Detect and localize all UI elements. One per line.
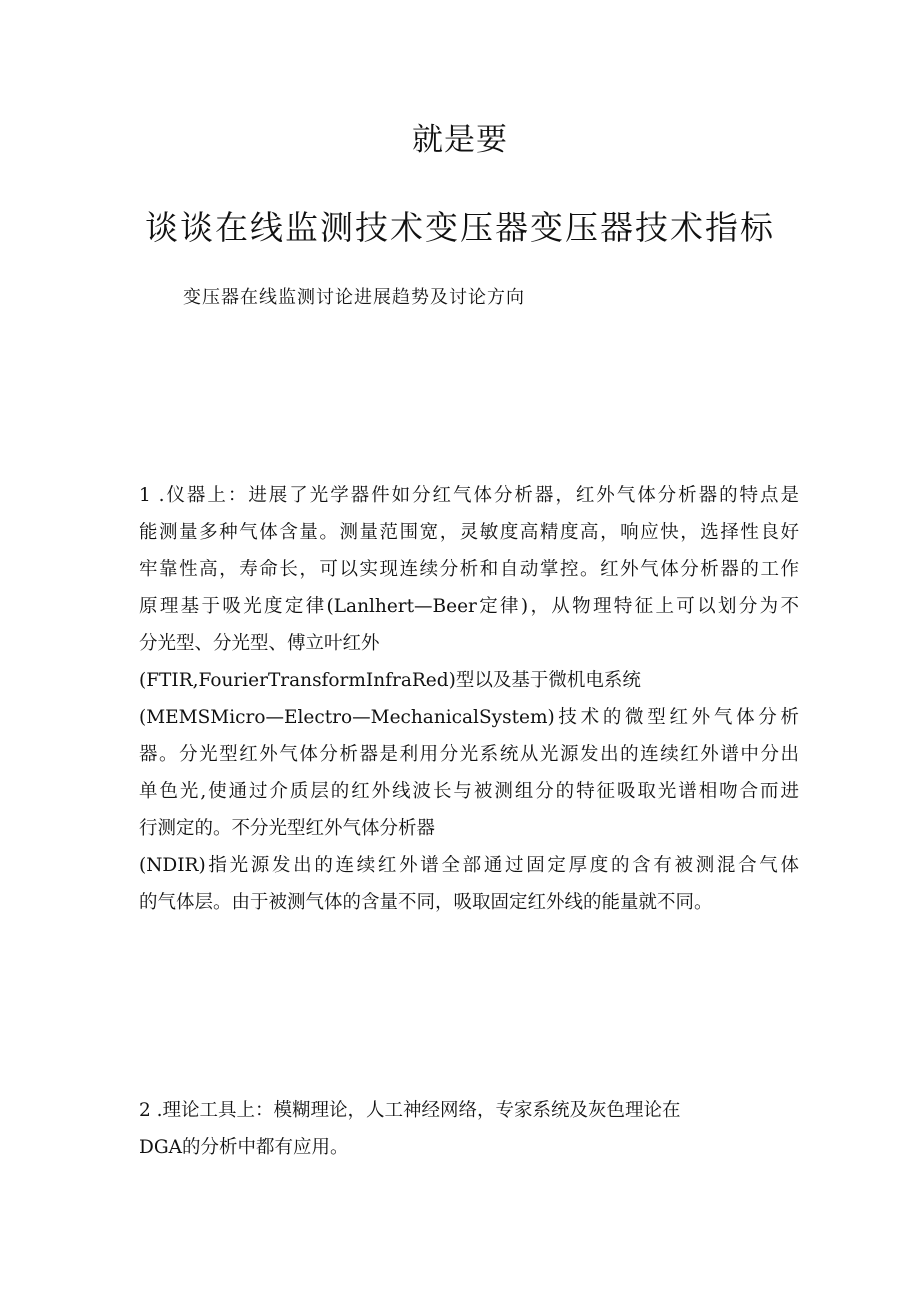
paragraph-line: (NDIR)指光源发出的连续红外谱全部通过固定厚度的含有被测混合气体 [139, 855, 799, 876]
paragraph-line: (MEMSMicro—Electro—MechanicalSystem)技术的微型红外气体分析 [139, 707, 799, 728]
paragraph-line: 单色光,使通过介质层的红外线波长与被测组分的特征吸取光谱相吻合而进 [139, 781, 799, 802]
paragraph-line: 的气体层。由于被测气体的含量不同，吸取固定红外线的能量就不同。 [139, 892, 713, 913]
heading-top: 就是要 [412, 122, 508, 158]
heading-main: 谈谈在线监测技术变压器变压器技术指标 [145, 208, 775, 247]
paragraph-line: 能测量多种气体含量。测量范围宽，灵敏度高精度高，响应快，选择性良好 [139, 522, 799, 543]
paragraph-1 [139, 477, 799, 921]
paragraph-2 [139, 1092, 799, 1166]
paragraph-line: 器。分光型红外气体分析器是利用分光系统从光源发出的连续红外谱中分出 [139, 744, 799, 765]
paragraph-line: (FTIR,FourierTransformInfraRed)型以及基于微机电系统 [139, 670, 641, 691]
paragraph-line: 行测定的。不分光型红外气体分析器 [139, 818, 436, 839]
paragraph-line: 原理基于吸光度定律(Lanlhert—Beer定律)，从物理特征上可以划分为不 [139, 596, 799, 617]
paragraph-line: 分光型、分光型、傅立叶红外 [139, 633, 380, 654]
paragraph-line: 牢靠性高，寿命长，可以实现连续分析和自动掌控。红外气体分析器的工作 [139, 559, 799, 580]
paragraph-line: 2 .理论工具上：模糊理论，人工神经网络，专家系统及灰色理论在 [139, 1100, 681, 1121]
subtitle: 变压器在线监测讨论进展趋势及讨论方向 [183, 287, 525, 308]
paragraph-line: DGA的分析中都有应用。 [139, 1137, 349, 1158]
paragraph-line: 1 .仪器上：进展了光学器件如分红气体分析器，红外气体分析器的特点是 [139, 485, 799, 506]
